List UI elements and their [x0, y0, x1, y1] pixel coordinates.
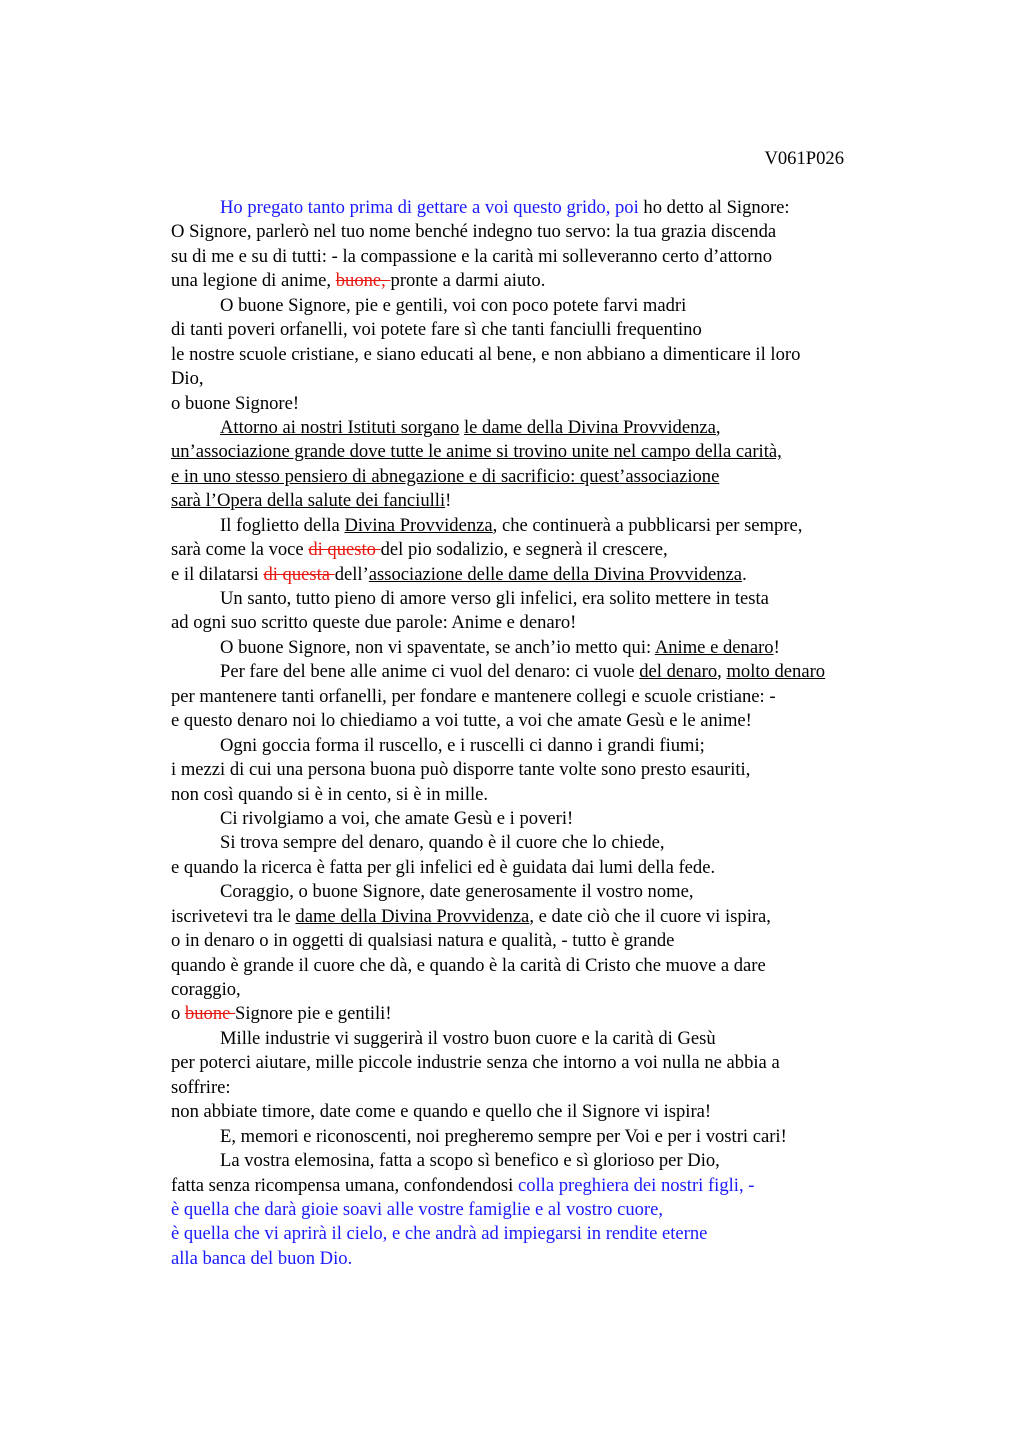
- text-segment: O Signore, parlerò nel tuo nome benché indegno tuo servo: la tua grazia discenda: [171, 221, 777, 243]
- text-segment: per mantenere tanti orfanelli, per fondare e mantenere collegi e scuole cristiane: -: [171, 685, 776, 707]
- text-segment: O buone Signore, non vi spaventate, se anch’io metto qui:: [220, 636, 655, 658]
- text-line: [171, 978, 931, 1002]
- text-line: [171, 538, 931, 562]
- text-line: [171, 929, 931, 953]
- text-segment: Si trova sempre del denaro, quando è il cuore che lo chiede,: [220, 832, 665, 854]
- text-line: [171, 1125, 931, 1149]
- text-line: [171, 1222, 931, 1246]
- underlined-text: Divina Provvidenza: [344, 514, 493, 536]
- text-segment: Coraggio, o buone Signore, date generosamente il vostro nome,: [220, 881, 694, 903]
- text-segment: , che continuerà a pubblicarsi per sempre,: [492, 514, 803, 536]
- text-line: [171, 1174, 931, 1198]
- text-segment: iscrivetevi tra le: [171, 905, 296, 927]
- text-line: [171, 465, 931, 489]
- text-line: [171, 1051, 931, 1075]
- text-segment: quando è grande il cuore che dà, e quando è la carità di Cristo che muove a dare: [171, 954, 766, 976]
- text-segment: le nostre scuole cristiane, e siano educati al bene, e non abbiano a dimenticare il loro: [171, 343, 801, 365]
- text-segment: soffrire:: [171, 1076, 231, 1098]
- text-line: [171, 196, 931, 220]
- text-segment: o: [171, 1003, 185, 1025]
- text-line: [171, 611, 931, 635]
- text-segment: e questo denaro noi lo chiediamo a voi tutte, a voi che amate Gesù e le anime!: [171, 710, 752, 732]
- text-segment: ad ogni suo scritto queste due parole: Anime e denaro!: [171, 612, 577, 634]
- text-segment: ,: [717, 661, 727, 683]
- text-line: [171, 1027, 931, 1051]
- underlined-text: e in uno stesso pensiero di abnegazione e di sacrificio: quest’associazione: [171, 465, 720, 487]
- text-line: [171, 831, 931, 855]
- text-segment: Dio,: [171, 368, 204, 390]
- text-line: [171, 416, 931, 440]
- text-line: [171, 318, 931, 342]
- text-segment: , e date ciò che il cuore vi ispira,: [529, 905, 771, 927]
- text-line: [171, 343, 931, 367]
- text-segment: pronte a darmi aiuto.: [390, 270, 546, 292]
- text-line: [171, 807, 931, 831]
- text-line: [171, 440, 931, 464]
- text-line: [171, 294, 931, 318]
- text-segment: Un santo, tutto pieno di amore verso gli infelici, era solito mettere in testa: [220, 588, 769, 609]
- inserted-text: è quella che darà gioie soavi alle vostre famiglie e al vostro cuore,: [171, 1198, 664, 1220]
- underlined-text: un’associazione grande dove tutte le anime si trovino unite nel campo della carità,: [171, 441, 782, 463]
- underlined-text: molto denaro: [726, 661, 826, 683]
- text-segment: ho detto al Signore:: [638, 197, 790, 218]
- text-line: [171, 709, 931, 733]
- text-line: [171, 563, 931, 587]
- underlined-text: del denaro: [639, 661, 718, 683]
- inserted-text: è quella che vi aprirà il cielo, e che andrà ad impiegarsi in rendite eterne: [171, 1223, 708, 1245]
- text-segment: o buone Signore!: [171, 392, 300, 414]
- text-line: [171, 1076, 931, 1100]
- text-segment: di tanti poveri orfanelli, voi potete fare sì che tanti fanciulli frequentino: [171, 319, 702, 341]
- text-segment: E, memori e riconoscenti, noi pregheremo sempre per Voi e per i vostri cari!: [220, 1125, 787, 1147]
- text-segment: coraggio,: [171, 979, 241, 1000]
- text-segment: sarà come la voce: [171, 539, 309, 561]
- text-line: [171, 660, 931, 684]
- text-segment: !: [445, 490, 452, 512]
- text-segment: Ci rivolgiamo a voi, che amate Gesù e i poveri!: [220, 807, 574, 829]
- underlined-text: Attorno ai nostri Istituti sorgano: [220, 416, 460, 438]
- text-line: [171, 856, 931, 880]
- text-line: [171, 1247, 931, 1271]
- text-segment: per poterci aiutare, mille piccole industrie senza che intorno a voi nulla ne abbia a: [171, 1052, 780, 1074]
- inserted-text: colla preghiera dei nostri figli, -: [517, 1174, 755, 1196]
- underlined-text: associazione delle dame della Divina Provvidenza: [368, 563, 743, 585]
- text-segment: fatta senza ricompensa umana, confondendosi: [171, 1174, 518, 1196]
- letter-body: [171, 196, 931, 1271]
- text-line: [171, 734, 931, 758]
- text-line: [171, 1149, 931, 1173]
- text-line: [171, 880, 931, 904]
- text-segment: Signore pie e gentili!: [235, 1003, 392, 1025]
- text-segment: La vostra elemosina, fatta a scopo sì benefico e sì glorioso per Dio,: [220, 1150, 720, 1172]
- text-line: [171, 245, 931, 269]
- text-segment: !: [773, 636, 780, 658]
- text-line: [171, 220, 931, 244]
- text-segment: Ogni goccia forma il ruscello, e i ruscelli ci danno i grandi fiumi;: [220, 734, 705, 756]
- text-segment: una legione di anime,: [171, 270, 336, 292]
- text-line: [171, 758, 931, 782]
- text-line: [171, 954, 931, 978]
- text-segment: non così quando si è in cento, si è in mille.: [171, 783, 489, 805]
- text-line: [171, 514, 931, 538]
- text-line: [171, 489, 931, 513]
- text-segment: Il foglietto della: [220, 514, 345, 536]
- text-segment: su di me e su di tutti: - la compassione e la carità mi solleveranno certo d’attorno: [171, 245, 773, 267]
- underlined-text: Anime e denaro: [654, 636, 774, 658]
- deleted-text: di questo: [308, 539, 381, 561]
- text-line: [171, 685, 931, 709]
- deleted-text: buone,: [335, 270, 391, 292]
- text-line: [171, 1002, 931, 1026]
- deleted-text: di questa: [263, 563, 335, 585]
- text-line: [171, 905, 931, 929]
- text-segment: e quando la ricerca è fatta per gli infelici ed è guidata dai lumi della fede.: [171, 856, 716, 878]
- text-segment: .: [742, 563, 747, 585]
- text-segment: Per fare del bene alle anime ci vuol del denaro: ci vuole: [220, 661, 640, 683]
- text-segment: Mille industrie vi suggerirà il vostro buon cuore e la carità di Gesù: [220, 1027, 716, 1049]
- underlined-text: dame della Divina Provvidenza: [295, 905, 530, 927]
- text-line: [171, 636, 931, 660]
- text-segment: ,: [715, 416, 721, 438]
- text-line: [171, 367, 931, 391]
- deleted-text: buone: [184, 1003, 236, 1025]
- text-line: [171, 269, 931, 293]
- text-segment: non abbiate timore, date come e quando e quello che il Signore vi ispira!: [171, 1101, 712, 1123]
- text-line: [171, 1100, 931, 1124]
- text-segment: o in denaro o in oggetti di qualsiasi natura e qualità, - tutto è grande: [171, 930, 675, 952]
- text-segment: e il dilatarsi: [171, 563, 264, 585]
- text-segment: O buone Signore, pie e gentili, voi con poco potete farvi madri: [220, 294, 687, 316]
- underlined-text: le dame della Divina Provvidenza: [463, 416, 716, 438]
- text-line: [171, 783, 931, 807]
- text-line: [171, 587, 931, 611]
- text-segment: del pio sodalizio, e segnerà il crescere,: [380, 539, 668, 561]
- inserted-text: Ho pregato tanto prima di gettare a voi questo grido, poi: [220, 197, 639, 218]
- text-line: [171, 1198, 931, 1222]
- underlined-text: sarà l’Opera della salute dei fanciulli: [171, 490, 446, 512]
- page-identifier: V061P026: [764, 148, 844, 169]
- text-segment: i mezzi di cui una persona buona può disporre tante volte sono presto esauriti,: [171, 759, 751, 781]
- text-line: [171, 392, 931, 416]
- text-segment: dell’: [334, 563, 369, 585]
- inserted-text: alla banca del buon Dio.: [171, 1247, 353, 1269]
